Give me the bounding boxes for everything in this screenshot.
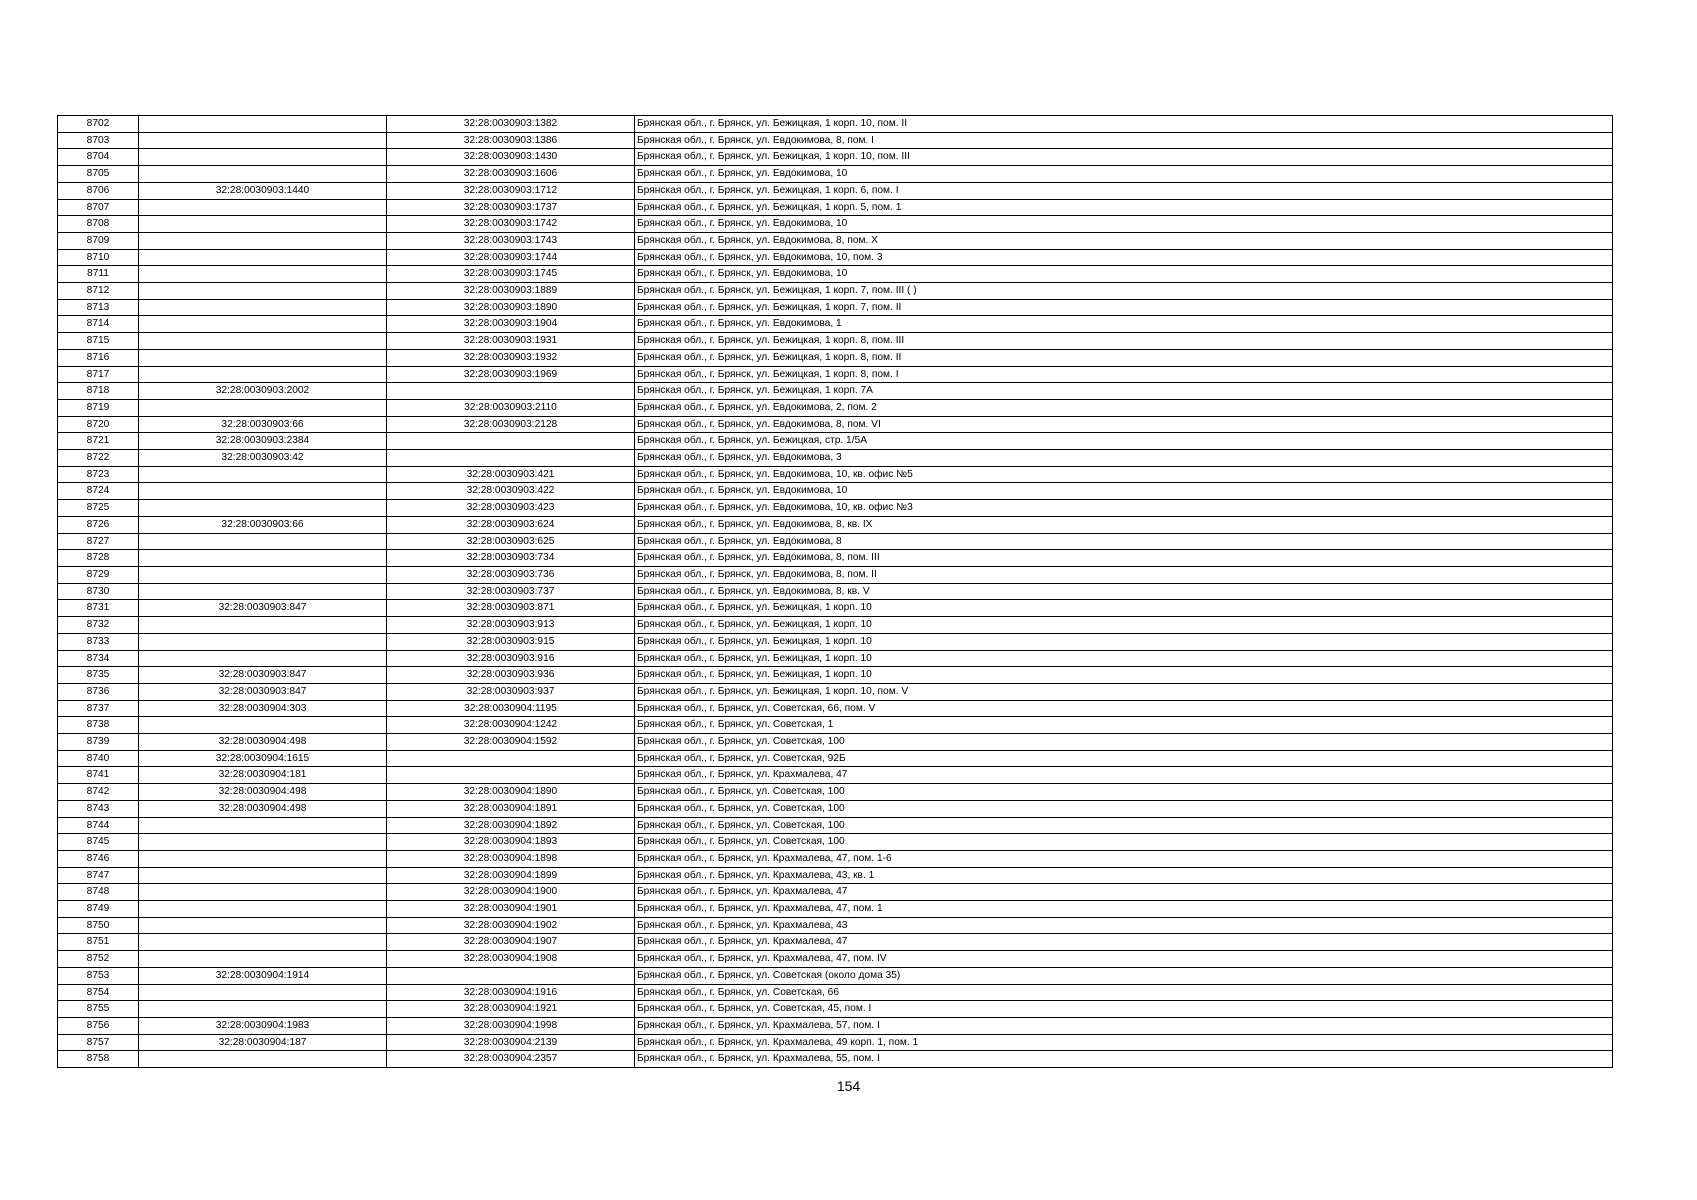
row-number-cell: 8732 xyxy=(58,617,139,634)
address-cell: Брянская обл., г. Брянск, ул. Евдокимова, 2, пом. 2 xyxy=(635,399,1613,416)
parent-cadastral-cell xyxy=(139,951,387,968)
address-cell: Брянская обл., г. Брянск, ул. Советская, 100 xyxy=(635,817,1613,834)
table-row xyxy=(58,967,1613,984)
address-cell: Брянская обл., г. Брянск, ул. Крахмалева, 49 корп. 1, пом. 1 xyxy=(635,1034,1613,1051)
address-cell: Брянская обл., г. Брянск, ул. Советская, 66, пом. V xyxy=(635,700,1613,717)
table-row xyxy=(58,850,1613,867)
table-row xyxy=(58,717,1613,734)
row-number-cell: 8751 xyxy=(58,934,139,951)
address-cell: Брянская обл., г. Брянск, ул. Бежицкая, 1 корп. 10, пом. II xyxy=(635,116,1613,133)
parent-cadastral-cell xyxy=(139,717,387,734)
address-cell: Брянская обл., г. Брянск, ул. Крахмалева, 47, пом. IV xyxy=(635,951,1613,968)
row-number-cell: 8722 xyxy=(58,450,139,467)
cadastral-number-cell: 32:28:0030903:1430 xyxy=(387,149,635,166)
cadastral-number-cell: 32:28:0030903:625 xyxy=(387,533,635,550)
address-cell: Брянская обл., г. Брянск, ул. Бежицкая, 1 корп. 8, пом. III xyxy=(635,333,1613,350)
parent-cadastral-cell: 32:28:0030903:66 xyxy=(139,516,387,533)
row-number-cell: 8743 xyxy=(58,800,139,817)
cadastral-number-cell: 32:28:0030904:1891 xyxy=(387,800,635,817)
cadastral-number-cell: 32:28:0030903:1743 xyxy=(387,232,635,249)
cadastral-number-cell: 32:28:0030904:1901 xyxy=(387,901,635,918)
table-row xyxy=(58,533,1613,550)
cadastral-number-cell: 32:28:0030904:1892 xyxy=(387,817,635,834)
table-row xyxy=(58,934,1613,951)
address-cell: Брянская обл., г. Брянск, ул. Бежицкая, 1 корп. 7, пом. II xyxy=(635,299,1613,316)
row-number-cell: 8730 xyxy=(58,583,139,600)
address-cell: Брянская обл., г. Брянск, ул. Крахмалева, 47, пом. 1-6 xyxy=(635,850,1613,867)
parent-cadastral-cell xyxy=(139,1051,387,1068)
address-cell: Брянская обл., г. Брянск, ул. Евдокимова, 10, пом. 3 xyxy=(635,249,1613,266)
table-row xyxy=(58,116,1613,133)
table-row xyxy=(58,984,1613,1001)
cadastral-number-cell: 32:28:0030903:2128 xyxy=(387,416,635,433)
parent-cadastral-cell xyxy=(139,199,387,216)
table-row xyxy=(58,199,1613,216)
row-number-cell: 8707 xyxy=(58,199,139,216)
cadastral-number-cell: 32:28:0030904:1900 xyxy=(387,884,635,901)
row-number-cell: 8711 xyxy=(58,266,139,283)
cadastral-number-cell: 32:28:0030903:1382 xyxy=(387,116,635,133)
parent-cadastral-cell xyxy=(139,583,387,600)
address-cell: Брянская обл., г. Брянск, ул. Евдокимова, 8, пом. VI xyxy=(635,416,1613,433)
row-number-cell: 8731 xyxy=(58,600,139,617)
parent-cadastral-cell xyxy=(139,633,387,650)
address-cell: Брянская обл., г. Брянск, ул. Евдокимова, 8 xyxy=(635,533,1613,550)
cadastral-number-cell: 32:28:0030903:1737 xyxy=(387,199,635,216)
address-cell: Брянская обл., г. Брянск, ул. Бежицкая, 1 корп. 10, пом. III xyxy=(635,149,1613,166)
table-row xyxy=(58,349,1613,366)
parent-cadastral-cell xyxy=(139,266,387,283)
table-row xyxy=(58,734,1613,751)
table-row xyxy=(58,416,1613,433)
parent-cadastral-cell: 32:28:0030904:1615 xyxy=(139,750,387,767)
row-number-cell: 8702 xyxy=(58,116,139,133)
table-row xyxy=(58,951,1613,968)
cadastral-number-cell: 32:28:0030903:422 xyxy=(387,483,635,500)
address-cell: Брянская обл., г. Брянск, ул. Евдокимова, 10 xyxy=(635,483,1613,500)
cadastral-number-cell: 32:28:0030903:937 xyxy=(387,683,635,700)
cadastral-number-cell: 32:28:0030904:1899 xyxy=(387,867,635,884)
parent-cadastral-cell xyxy=(139,817,387,834)
row-number-cell: 8737 xyxy=(58,700,139,717)
address-cell: Брянская обл., г. Брянск, ул. Евдокимова, 8, пом. II xyxy=(635,566,1613,583)
table-row xyxy=(58,316,1613,333)
parent-cadastral-cell xyxy=(139,483,387,500)
row-number-cell: 8714 xyxy=(58,316,139,333)
cadastral-number-cell: 32:28:0030903:737 xyxy=(387,583,635,600)
parent-cadastral-cell xyxy=(139,283,387,300)
parent-cadastral-cell xyxy=(139,116,387,133)
parent-cadastral-cell xyxy=(139,216,387,233)
parent-cadastral-cell xyxy=(139,901,387,918)
row-number-cell: 8718 xyxy=(58,383,139,400)
cadastral-number-cell xyxy=(387,750,635,767)
address-cell: Брянская обл., г. Брянск, ул. Бежицкая, 1 корп. 10 xyxy=(635,617,1613,634)
cadastral-number-cell: 32:28:0030903:1745 xyxy=(387,266,635,283)
cadastral-number-cell: 32:28:0030904:2357 xyxy=(387,1051,635,1068)
address-cell: Брянская обл., г. Брянск, ул. Евдокимова, 8, пом. X xyxy=(635,232,1613,249)
row-number-cell: 8753 xyxy=(58,967,139,984)
row-number-cell: 8713 xyxy=(58,299,139,316)
table-row xyxy=(58,550,1613,567)
address-cell: Брянская обл., г. Брянск, ул. Советская, 45, пом. I xyxy=(635,1001,1613,1018)
cadastral-number-cell: 32:28:0030904:2139 xyxy=(387,1034,635,1051)
cadastral-number-cell xyxy=(387,967,635,984)
table-row xyxy=(58,800,1613,817)
row-number-cell: 8744 xyxy=(58,817,139,834)
table-row xyxy=(58,516,1613,533)
address-cell: Брянская обл., г. Брянск, ул. Бежицкая, стр. 1/5А xyxy=(635,433,1613,450)
address-cell: Брянская обл., г. Брянск, ул. Крахмалева, 43, кв. 1 xyxy=(635,867,1613,884)
parent-cadastral-cell xyxy=(139,249,387,266)
parent-cadastral-cell xyxy=(139,316,387,333)
row-number-cell: 8708 xyxy=(58,216,139,233)
parent-cadastral-cell xyxy=(139,884,387,901)
address-cell: Брянская обл., г. Брянск, ул. Бежицкая, 1 корп. 10 xyxy=(635,633,1613,650)
parent-cadastral-cell xyxy=(139,533,387,550)
table-row xyxy=(58,450,1613,467)
address-cell: Брянская обл., г. Брянск, ул. Евдокимова, 8, пом. III xyxy=(635,550,1613,567)
table-row xyxy=(58,299,1613,316)
table-row xyxy=(58,266,1613,283)
table-row xyxy=(58,667,1613,684)
parent-cadastral-cell xyxy=(139,917,387,934)
row-number-cell: 8752 xyxy=(58,951,139,968)
table-row xyxy=(58,583,1613,600)
cadastral-number-cell: 32:28:0030903:871 xyxy=(387,600,635,617)
address-cell: Брянская обл., г. Брянск, ул. Советская, 92Б xyxy=(635,750,1613,767)
row-number-cell: 8747 xyxy=(58,867,139,884)
address-cell: Брянская обл., г. Брянск, ул. Советская, 100 xyxy=(635,800,1613,817)
parent-cadastral-cell: 32:28:0030904:181 xyxy=(139,767,387,784)
parent-cadastral-cell xyxy=(139,333,387,350)
address-cell: Брянская обл., г. Брянск, ул. Евдокимова, 8, пом. I xyxy=(635,132,1613,149)
parent-cadastral-cell xyxy=(139,166,387,183)
cadastral-number-cell: 32:28:0030903:1969 xyxy=(387,366,635,383)
address-cell: Брянская обл., г. Брянск, ул. Крахмалева, 47 xyxy=(635,934,1613,951)
cadastral-number-cell: 32:28:0030903:2110 xyxy=(387,399,635,416)
parent-cadastral-cell: 32:28:0030904:303 xyxy=(139,700,387,717)
row-number-cell: 8734 xyxy=(58,650,139,667)
row-number-cell: 8709 xyxy=(58,232,139,249)
row-number-cell: 8705 xyxy=(58,166,139,183)
address-cell: Брянская обл., г. Брянск, ул. Крахмалева, 47, пом. 1 xyxy=(635,901,1613,918)
parent-cadastral-cell: 32:28:0030904:498 xyxy=(139,734,387,751)
row-number-cell: 8746 xyxy=(58,850,139,867)
address-cell: Брянская обл., г. Брянск, ул. Евдокимова, 8, кв. V xyxy=(635,583,1613,600)
cadastral-number-cell: 32:28:0030903:915 xyxy=(387,633,635,650)
row-number-cell: 8750 xyxy=(58,917,139,934)
table-row xyxy=(58,182,1613,199)
table-row xyxy=(58,1034,1613,1051)
address-cell: Брянская обл., г. Брянск, ул. Советская, 100 xyxy=(635,834,1613,851)
table-row xyxy=(58,566,1613,583)
table-row xyxy=(58,383,1613,400)
cadastral-number-cell xyxy=(387,433,635,450)
row-number-cell: 8726 xyxy=(58,516,139,533)
table-row xyxy=(58,132,1613,149)
parent-cadastral-cell: 32:28:0030904:498 xyxy=(139,784,387,801)
parent-cadastral-cell xyxy=(139,650,387,667)
table-row xyxy=(58,867,1613,884)
parent-cadastral-cell xyxy=(139,366,387,383)
cadastral-number-cell xyxy=(387,383,635,400)
table-row xyxy=(58,767,1613,784)
row-number-cell: 8758 xyxy=(58,1051,139,1068)
row-number-cell: 8736 xyxy=(58,683,139,700)
cadastral-table xyxy=(57,115,1613,1068)
parent-cadastral-cell xyxy=(139,834,387,851)
parent-cadastral-cell xyxy=(139,850,387,867)
cadastral-number-cell: 32:28:0030904:1908 xyxy=(387,951,635,968)
cadastral-number-cell: 32:28:0030903:1931 xyxy=(387,333,635,350)
address-cell: Брянская обл., г. Брянск, ул. Советская, 100 xyxy=(635,734,1613,751)
row-number-cell: 8740 xyxy=(58,750,139,767)
cadastral-number-cell: 32:28:0030904:1893 xyxy=(387,834,635,851)
row-number-cell: 8720 xyxy=(58,416,139,433)
cadastral-number-cell: 32:28:0030903:1742 xyxy=(387,216,635,233)
table-row xyxy=(58,333,1613,350)
address-cell: Брянская обл., г. Брянск, ул. Бежицкая, 1 корп. 10 xyxy=(635,650,1613,667)
table-row xyxy=(58,483,1613,500)
table-row xyxy=(58,884,1613,901)
cadastral-number-cell: 32:28:0030903:936 xyxy=(387,667,635,684)
row-number-cell: 8757 xyxy=(58,1034,139,1051)
address-cell: Брянская обл., г. Брянск, ул. Бежицкая, 1 корп. 8, пом. I xyxy=(635,366,1613,383)
address-cell: Брянская обл., г. Брянск, ул. Бежицкая, 1 корп. 7А xyxy=(635,383,1613,400)
parent-cadastral-cell xyxy=(139,500,387,517)
parent-cadastral-cell: 32:28:0030904:498 xyxy=(139,800,387,817)
cadastral-number-cell: 32:28:0030903:1606 xyxy=(387,166,635,183)
address-cell: Брянская обл., г. Брянск, ул. Крахмалева, 47 xyxy=(635,767,1613,784)
cadastral-number-cell: 32:28:0030904:1907 xyxy=(387,934,635,951)
table-row xyxy=(58,901,1613,918)
address-cell: Брянская обл., г. Брянск, ул. Советская, 100 xyxy=(635,784,1613,801)
address-cell: Брянская обл., г. Брянск, ул. Крахмалева, 57, пом. I xyxy=(635,1017,1613,1034)
address-cell: Брянская обл., г. Брянск, ул. Бежицкая, 1 корп. 6, пом. I xyxy=(635,182,1613,199)
table-row xyxy=(58,366,1613,383)
cadastral-number-cell: 32:28:0030903:1889 xyxy=(387,283,635,300)
row-number-cell: 8755 xyxy=(58,1001,139,1018)
cadastral-number-cell: 32:28:0030903:624 xyxy=(387,516,635,533)
parent-cadastral-cell: 32:28:0030903:66 xyxy=(139,416,387,433)
row-number-cell: 8710 xyxy=(58,249,139,266)
row-number-cell: 8717 xyxy=(58,366,139,383)
table-row xyxy=(58,750,1613,767)
parent-cadastral-cell: 32:28:0030903:847 xyxy=(139,683,387,700)
address-cell: Брянская обл., г. Брянск, ул. Крахмалева, 47 xyxy=(635,884,1613,901)
row-number-cell: 8719 xyxy=(58,399,139,416)
parent-cadastral-cell: 32:28:0030903:847 xyxy=(139,667,387,684)
address-cell: Брянская обл., г. Брянск, ул. Бежицкая, 1 корп. 10 xyxy=(635,600,1613,617)
address-cell: Брянская обл., г. Брянск, ул. Советская, 66 xyxy=(635,984,1613,1001)
table-row xyxy=(58,1001,1613,1018)
address-cell: Брянская обл., г. Брянск, ул. Евдокимова, 10 xyxy=(635,166,1613,183)
cadastral-number-cell: 32:28:0030903:1744 xyxy=(387,249,635,266)
parent-cadastral-cell xyxy=(139,349,387,366)
cadastral-number-cell: 32:28:0030904:1242 xyxy=(387,717,635,734)
table-row xyxy=(58,166,1613,183)
parent-cadastral-cell xyxy=(139,132,387,149)
parent-cadastral-cell xyxy=(139,399,387,416)
row-number-cell: 8715 xyxy=(58,333,139,350)
cadastral-number-cell: 32:28:0030904:1921 xyxy=(387,1001,635,1018)
address-cell: Брянская обл., г. Брянск, ул. Бежицкая, 1 корп. 7, пом. III ( ) xyxy=(635,283,1613,300)
row-number-cell: 8754 xyxy=(58,984,139,1001)
table-row xyxy=(58,700,1613,717)
cadastral-number-cell: 32:28:0030903:1890 xyxy=(387,299,635,316)
row-number-cell: 8706 xyxy=(58,182,139,199)
address-cell: Брянская обл., г. Брянск, ул. Евдокимова, 10, кв. офис №3 xyxy=(635,500,1613,517)
table-row xyxy=(58,1051,1613,1068)
parent-cadastral-cell: 32:28:0030903:847 xyxy=(139,600,387,617)
row-number-cell: 8723 xyxy=(58,466,139,483)
parent-cadastral-cell: 32:28:0030904:1914 xyxy=(139,967,387,984)
table-row xyxy=(58,433,1613,450)
table-row xyxy=(58,249,1613,266)
row-number-cell: 8721 xyxy=(58,433,139,450)
address-cell: Брянская обл., г. Брянск, ул. Евдокимова, 10 xyxy=(635,216,1613,233)
parent-cadastral-cell: 32:28:0030903:2002 xyxy=(139,383,387,400)
parent-cadastral-cell xyxy=(139,149,387,166)
address-cell: Брянская обл., г. Брянск, ул. Крахмалева, 43 xyxy=(635,917,1613,934)
cadastral-number-cell: 32:28:0030904:1195 xyxy=(387,700,635,717)
table-row xyxy=(58,149,1613,166)
address-cell: Брянская обл., г. Брянск, ул. Евдокимова, 8, кв. IX xyxy=(635,516,1613,533)
parent-cadastral-cell xyxy=(139,617,387,634)
row-number-cell: 8728 xyxy=(58,550,139,567)
table-row xyxy=(58,283,1613,300)
parent-cadastral-cell xyxy=(139,466,387,483)
address-cell: Брянская обл., г. Брянск, ул. Бежицкая, 1 корп. 10 xyxy=(635,667,1613,684)
row-number-cell: 8733 xyxy=(58,633,139,650)
parent-cadastral-cell: 32:28:0030904:187 xyxy=(139,1034,387,1051)
table-row xyxy=(58,683,1613,700)
parent-cadastral-cell xyxy=(139,984,387,1001)
table-row xyxy=(58,633,1613,650)
table-row xyxy=(58,917,1613,934)
row-number-cell: 8742 xyxy=(58,784,139,801)
row-number-cell: 8745 xyxy=(58,834,139,851)
row-number-cell: 8712 xyxy=(58,283,139,300)
cadastral-number-cell: 32:28:0030904:1898 xyxy=(387,850,635,867)
parent-cadastral-cell xyxy=(139,299,387,316)
address-cell: Брянская обл., г. Брянск, ул. Советская, 1 xyxy=(635,717,1613,734)
cadastral-number-cell: 32:28:0030903:1904 xyxy=(387,316,635,333)
address-cell: Брянская обл., г. Брянск, ул. Бежицкая, 1 корп. 10, пом. V xyxy=(635,683,1613,700)
table-row xyxy=(58,232,1613,249)
table-row xyxy=(58,1017,1613,1034)
cadastral-number-cell: 32:28:0030904:1902 xyxy=(387,917,635,934)
row-number-cell: 8729 xyxy=(58,566,139,583)
page-number: 154 xyxy=(836,1078,861,1094)
parent-cadastral-cell xyxy=(139,934,387,951)
parent-cadastral-cell: 32:28:0030904:1983 xyxy=(139,1017,387,1034)
address-cell: Брянская обл., г. Брянск, ул. Бежицкая, 1 корп. 8, пом. II xyxy=(635,349,1613,366)
cadastral-number-cell: 32:28:0030904:1592 xyxy=(387,734,635,751)
cadastral-number-cell: 32:28:0030903:916 xyxy=(387,650,635,667)
table-row xyxy=(58,617,1613,634)
parent-cadastral-cell xyxy=(139,867,387,884)
cadastral-number-cell: 32:28:0030904:1916 xyxy=(387,984,635,1001)
row-number-cell: 8739 xyxy=(58,734,139,751)
cadastral-number-cell: 32:28:0030904:1998 xyxy=(387,1017,635,1034)
row-number-cell: 8725 xyxy=(58,500,139,517)
document-page xyxy=(57,115,1612,1068)
table-row xyxy=(58,817,1613,834)
cadastral-number-cell: 32:28:0030903:1712 xyxy=(387,182,635,199)
cadastral-number-cell: 32:28:0030903:913 xyxy=(387,617,635,634)
table-row xyxy=(58,399,1613,416)
cadastral-number-cell: 32:28:0030903:734 xyxy=(387,550,635,567)
row-number-cell: 8735 xyxy=(58,667,139,684)
address-cell: Брянская обл., г. Брянск, ул. Евдокимова, 1 xyxy=(635,316,1613,333)
table-row xyxy=(58,500,1613,517)
row-number-cell: 8756 xyxy=(58,1017,139,1034)
cadastral-number-cell: 32:28:0030903:1386 xyxy=(387,132,635,149)
row-number-cell: 8703 xyxy=(58,132,139,149)
parent-cadastral-cell xyxy=(139,550,387,567)
row-number-cell: 8748 xyxy=(58,884,139,901)
address-cell: Брянская обл., г. Брянск, ул. Крахмалева, 55, пом. I xyxy=(635,1051,1613,1068)
cadastral-number-cell xyxy=(387,450,635,467)
row-number-cell: 8704 xyxy=(58,149,139,166)
cadastral-number-cell: 32:28:0030903:1932 xyxy=(387,349,635,366)
parent-cadastral-cell xyxy=(139,232,387,249)
parent-cadastral-cell: 32:28:0030903:2384 xyxy=(139,433,387,450)
cadastral-number-cell xyxy=(387,767,635,784)
address-cell: Брянская обл., г. Брянск, ул. Советская (около дома 35) xyxy=(635,967,1613,984)
cadastral-number-cell: 32:28:0030904:1890 xyxy=(387,784,635,801)
address-cell: Брянская обл., г. Брянск, ул. Евдокимова, 10 xyxy=(635,266,1613,283)
cadastral-number-cell: 32:28:0030903:421 xyxy=(387,466,635,483)
row-number-cell: 8741 xyxy=(58,767,139,784)
table-row xyxy=(58,650,1613,667)
parent-cadastral-cell: 32:28:0030903:42 xyxy=(139,450,387,467)
table-body xyxy=(58,116,1613,1068)
parent-cadastral-cell xyxy=(139,566,387,583)
row-number-cell: 8724 xyxy=(58,483,139,500)
table-row xyxy=(58,834,1613,851)
table-row xyxy=(58,784,1613,801)
row-number-cell: 8749 xyxy=(58,901,139,918)
row-number-cell: 8738 xyxy=(58,717,139,734)
table-row xyxy=(58,466,1613,483)
address-cell: Брянская обл., г. Брянск, ул. Евдокимова, 3 xyxy=(635,450,1613,467)
parent-cadastral-cell: 32:28:0030903:1440 xyxy=(139,182,387,199)
address-cell: Брянская обл., г. Брянск, ул. Бежицкая, 1 корп. 5, пом. 1 xyxy=(635,199,1613,216)
table-row xyxy=(58,216,1613,233)
cadastral-number-cell: 32:28:0030903:423 xyxy=(387,500,635,517)
parent-cadastral-cell xyxy=(139,1001,387,1018)
cadastral-number-cell: 32:28:0030903:736 xyxy=(387,566,635,583)
address-cell: Брянская обл., г. Брянск, ул. Евдокимова, 10, кв. офис №5 xyxy=(635,466,1613,483)
row-number-cell: 8727 xyxy=(58,533,139,550)
row-number-cell: 8716 xyxy=(58,349,139,366)
table-row xyxy=(58,600,1613,617)
